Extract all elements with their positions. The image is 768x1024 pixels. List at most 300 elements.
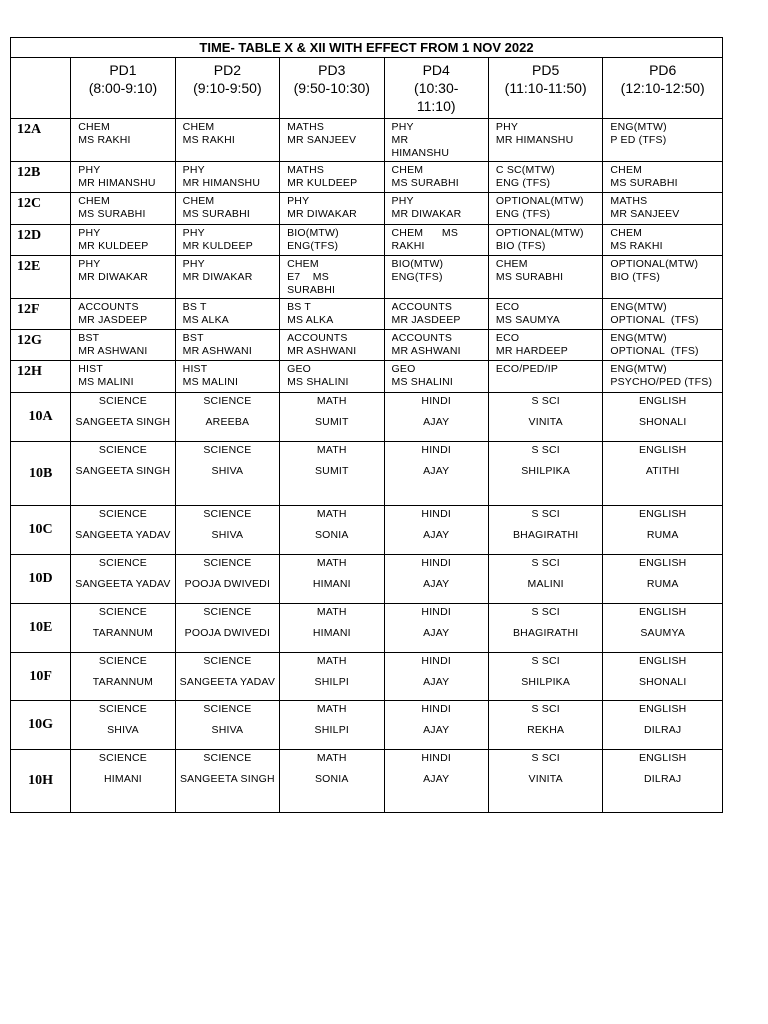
period-time: (9:50-10:30) xyxy=(293,80,370,96)
period-time: (12:10-12:50) xyxy=(620,80,705,96)
teacher-text: E7 MS xyxy=(287,271,329,283)
timetable-cell xyxy=(71,653,175,701)
teacher-text: MR ASHWANI xyxy=(391,345,461,357)
period-name: PD5 xyxy=(532,62,560,78)
subject-text: PHY xyxy=(287,195,310,207)
teacher-text: SAUMYA xyxy=(640,626,686,639)
subject-text: HIST xyxy=(182,363,208,375)
timetable-cell xyxy=(280,256,384,299)
subject-text: SCIENCE xyxy=(98,508,147,520)
timetable-cell xyxy=(384,393,488,442)
class-row-10b xyxy=(11,442,723,506)
timetable-cell xyxy=(71,119,175,162)
subject-text: S SCI xyxy=(531,703,560,715)
teacher-text: MR HIMANSHU xyxy=(495,134,574,146)
class-row-12d xyxy=(11,225,723,256)
teacher-text: ENG (TFS) xyxy=(495,177,551,189)
teacher-text: SHIVA xyxy=(107,723,139,736)
subject-text: HIST xyxy=(78,363,103,375)
subject-text: ENG(MTW) xyxy=(610,121,667,133)
subject-text: MATHS xyxy=(287,164,325,176)
timetable-cell xyxy=(384,506,488,555)
subject-text: SCIENCE xyxy=(203,395,252,407)
teacher-text: RUMA xyxy=(646,528,679,541)
subject-text: MATH xyxy=(316,606,347,618)
subject-text: ENGLISH xyxy=(638,508,687,520)
subject-text: SCIENCE xyxy=(203,508,252,520)
subject-text: MATHS xyxy=(610,195,648,207)
subject-text: ECO xyxy=(495,332,520,344)
teacher-text: OPTIONAL (TFS) xyxy=(610,345,699,357)
teacher-text: BHAGIRATHI xyxy=(512,626,579,639)
timetable-cell xyxy=(280,555,384,604)
subject-text: OPTIONAL(MTW) xyxy=(495,195,584,207)
subject-text: S SCI xyxy=(531,557,560,569)
timetable-cell xyxy=(71,750,175,813)
subject-text: SCIENCE xyxy=(203,655,252,667)
timetable-cell xyxy=(488,330,602,361)
timetable-cell xyxy=(71,225,175,256)
teacher-text: SONIA xyxy=(314,528,349,541)
subject-text: C SC(MTW) xyxy=(495,164,555,176)
teacher-text: SHILPI xyxy=(314,723,350,736)
teacher-text: SHIVA xyxy=(211,464,244,477)
timetable-sheet xyxy=(10,37,723,813)
timetable-cell xyxy=(71,299,175,330)
timetable-cell xyxy=(280,162,384,193)
teacher-text: MR ASHWANI xyxy=(78,345,148,357)
teacher-text: POOJA DWIVEDI xyxy=(184,626,271,639)
timetable-cell xyxy=(71,701,175,750)
subject-text: ENG(MTW) xyxy=(610,301,667,313)
teacher-text: MS SURABHI xyxy=(610,177,678,189)
timetable-cell xyxy=(175,256,279,299)
timetable xyxy=(10,37,723,813)
class-label: 10D xyxy=(11,555,71,604)
teacher-text: TARANNUM xyxy=(92,626,154,639)
subject-text: SCIENCE xyxy=(203,703,252,715)
teacher-text: OPTIONAL (TFS) xyxy=(610,314,699,326)
timetable-cell xyxy=(603,393,723,442)
subject-text: S SCI xyxy=(531,395,560,407)
teacher-text: VINITA xyxy=(528,772,563,785)
class-label: 10H xyxy=(11,750,71,813)
subject-text: CHEM xyxy=(287,258,319,270)
timetable-cell xyxy=(175,701,279,750)
subject-text: SCIENCE xyxy=(203,444,252,456)
teacher-text: MS ALKA xyxy=(287,314,334,326)
teacher-text: MR DIWAKAR xyxy=(391,208,462,220)
class-row-12g xyxy=(11,330,723,361)
teacher-text: MR SANJEEV xyxy=(287,134,357,146)
subject-text: CHEM xyxy=(78,121,110,133)
teacher-text: AJAY xyxy=(423,528,450,541)
class-label: 12A xyxy=(11,119,71,162)
teacher-text: HIMANI xyxy=(312,577,351,590)
subject-text: SCIENCE xyxy=(203,557,252,569)
subject-text: SCIENCE xyxy=(98,557,147,569)
subject-text: CHEM xyxy=(78,195,110,207)
teacher-text: MS ALKA xyxy=(182,314,229,326)
timetable-cell xyxy=(603,701,723,750)
timetable-cell xyxy=(488,701,602,750)
timetable-cell xyxy=(280,361,384,393)
timetable-cell xyxy=(280,393,384,442)
teacher-text: MR ASHWANI xyxy=(287,345,357,357)
subject-text: ENGLISH xyxy=(638,606,687,618)
teacher-text: SUMIT xyxy=(314,464,349,477)
timetable-cell xyxy=(603,653,723,701)
period-name: PD6 xyxy=(649,62,677,78)
teacher-text: MALINI xyxy=(527,577,564,590)
timetable-cell xyxy=(384,442,488,506)
subject-text: ENGLISH xyxy=(638,395,687,407)
subject-text: MATH xyxy=(316,752,347,764)
subject-text: SCIENCE xyxy=(98,444,147,456)
subject-text: BS T xyxy=(182,301,207,313)
teacher-text: PSYCHO/PED (TFS) xyxy=(610,376,713,388)
timetable-cell xyxy=(175,750,279,813)
timetable-cell xyxy=(384,193,488,225)
teacher-text: BIO (TFS) xyxy=(495,240,546,252)
period-name: PD1 xyxy=(109,62,137,78)
subject-text: PHY xyxy=(495,121,519,133)
class-label: 10C xyxy=(11,506,71,555)
period-header-pd5 xyxy=(488,58,602,119)
period-header-pd4 xyxy=(384,58,488,119)
timetable-cell xyxy=(603,119,723,162)
subject-text: PHY xyxy=(182,227,205,239)
subject-text: CHEM MS xyxy=(391,227,459,239)
timetable-cell xyxy=(280,442,384,506)
period-header-pd3 xyxy=(280,58,384,119)
teacher-text: MR HIMANSHU xyxy=(78,177,156,189)
teacher-text: AJAY xyxy=(423,577,450,590)
timetable-cell xyxy=(488,225,602,256)
class-row-12h xyxy=(11,361,723,393)
teacher-text: SANGEETA YADAV xyxy=(75,528,171,541)
timetable-cell xyxy=(603,225,723,256)
timetable-cell xyxy=(175,506,279,555)
class-label: 12H xyxy=(11,361,71,393)
teacher-text: MS MALINI xyxy=(78,376,134,388)
teacher-text: ATITHI xyxy=(645,464,680,477)
teacher-text: ENG (TFS) xyxy=(495,208,551,220)
class-row-10e xyxy=(11,604,723,653)
timetable-cell xyxy=(384,361,488,393)
subject-text: PHY xyxy=(391,121,414,133)
subject-text: OPTIONAL(MTW) xyxy=(610,258,699,270)
timetable-cell xyxy=(71,330,175,361)
teacher-text: MR JASDEEP xyxy=(391,314,461,326)
subject-text: BS T xyxy=(287,301,312,313)
timetable-cell xyxy=(175,162,279,193)
teacher-text: BIO (TFS) xyxy=(610,271,661,283)
timetable-cell xyxy=(384,701,488,750)
teacher-text: MR DIWAKAR xyxy=(182,271,253,283)
subject-text: SCIENCE xyxy=(98,752,147,764)
subject-text: HINDI xyxy=(421,606,451,618)
period-name: PD4 xyxy=(422,62,450,78)
teacher-text: MS SURABHI xyxy=(391,177,459,189)
timetable-cell xyxy=(280,193,384,225)
class-label: 12D xyxy=(11,225,71,256)
teacher-text: MS MALINI xyxy=(182,376,239,388)
subject-text: PHY xyxy=(182,164,205,176)
subject-text: S SCI xyxy=(531,655,560,667)
teacher-text: MS SURABHI xyxy=(78,208,146,220)
teacher-text: MR KULDEEP xyxy=(182,240,253,252)
timetable-cell xyxy=(603,330,723,361)
subject-text: PHY xyxy=(78,227,101,239)
teacher-text: AJAY xyxy=(423,675,450,688)
timetable-cell xyxy=(603,604,723,653)
timetable-cell xyxy=(603,193,723,225)
teacher-text: VINITA xyxy=(528,415,563,428)
subject-text: MATH xyxy=(316,508,347,520)
timetable-cell xyxy=(488,653,602,701)
subject-text: CHEM xyxy=(610,164,643,176)
subject-text: BST xyxy=(182,332,204,344)
class-row-12b xyxy=(11,162,723,193)
subject-text: ACCOUNTS xyxy=(391,332,453,344)
subject-text: SCIENCE xyxy=(98,655,147,667)
class-label: 10E xyxy=(11,604,71,653)
subject-text: GEO xyxy=(391,363,416,375)
timetable-title: TIME- TABLE X & XII WITH EFFECT FROM 1 NOV 2022 xyxy=(11,38,723,58)
subject-text: SCIENCE xyxy=(98,395,147,407)
period-header-pd2 xyxy=(175,58,279,119)
subject-text: SCIENCE xyxy=(98,703,147,715)
class-row-12c xyxy=(11,193,723,225)
teacher-text: POOJA DWIVEDI xyxy=(184,577,271,590)
teacher-text: MS RAKHI xyxy=(610,240,663,252)
teacher-text: SHIVA xyxy=(211,723,244,736)
teacher-text: SHONALI xyxy=(638,675,687,688)
subject-text: ENGLISH xyxy=(638,444,687,456)
class-label: 12F xyxy=(11,299,71,330)
period-time: (10:30-11:10) xyxy=(414,80,459,114)
teacher-text: SHILPI xyxy=(314,675,350,688)
subject-text: PHY xyxy=(78,258,101,270)
timetable-cell xyxy=(603,162,723,193)
subject-text: CHEM xyxy=(610,227,643,239)
subject-text: ENGLISH xyxy=(638,703,687,715)
teacher-text: HIMANI xyxy=(312,626,351,639)
timetable-cell xyxy=(384,256,488,299)
class-row-10c xyxy=(11,506,723,555)
period-name: PD2 xyxy=(213,62,241,78)
timetable-cell xyxy=(280,506,384,555)
teacher-text: SHILPIKA xyxy=(521,675,571,688)
subject-text: PHY xyxy=(78,164,101,176)
class-row-10f xyxy=(11,653,723,701)
teacher-text: REKHA xyxy=(527,723,565,736)
teacher-text: MR KULDEEP xyxy=(287,177,358,189)
teacher-text: MS RAKHI xyxy=(78,134,131,146)
class-row-10g xyxy=(11,701,723,750)
subject-text: PHY xyxy=(391,195,414,207)
timetable-cell xyxy=(488,555,602,604)
teacher-text: TARANNUM xyxy=(92,675,154,688)
timetable-cell xyxy=(488,361,602,393)
subject-text: CHEM xyxy=(182,195,215,207)
subject-text: CHEM xyxy=(391,164,424,176)
class-label: 12C xyxy=(11,193,71,225)
period-header-row xyxy=(11,58,723,119)
subject-text: ECO/PED/IP xyxy=(495,363,559,375)
timetable-cell xyxy=(175,653,279,701)
timetable-cell xyxy=(175,225,279,256)
timetable-cell xyxy=(71,162,175,193)
timetable-cell xyxy=(280,119,384,162)
subject-text: HINDI xyxy=(421,557,451,569)
teacher-text: SHIVA xyxy=(211,528,244,541)
class-row-10d xyxy=(11,555,723,604)
subject-text: ACCOUNTS xyxy=(391,301,453,313)
subject-text: BIO(MTW) xyxy=(287,227,339,239)
teacher-text: SHONALI xyxy=(638,415,687,428)
teacher-text: SUMIT xyxy=(314,415,349,428)
timetable-cell xyxy=(488,299,602,330)
subject-text: S SCI xyxy=(531,752,560,764)
subject-text: ACCOUNTS xyxy=(287,332,348,344)
subject-text: HINDI xyxy=(421,752,451,764)
teacher-text: AJAY xyxy=(423,723,450,736)
timetable-cell xyxy=(71,361,175,393)
timetable-cell xyxy=(603,506,723,555)
period-header-pd6 xyxy=(603,58,723,119)
timetable-cell xyxy=(280,653,384,701)
timetable-cell xyxy=(280,604,384,653)
teacher-text: MS SURABHI xyxy=(182,208,250,220)
subject-text: S SCI xyxy=(531,508,560,520)
teacher-text: P ED (TFS) xyxy=(610,134,667,146)
teacher-text: MS SHALINI xyxy=(287,376,349,388)
teacher-text: MS SAUMYA xyxy=(495,314,560,326)
timetable-cell xyxy=(603,361,723,393)
timetable-cell xyxy=(175,193,279,225)
teacher-text: MS SURABHI xyxy=(495,271,564,283)
teacher-text: MR DIWAKAR xyxy=(287,208,357,220)
timetable-cell xyxy=(603,555,723,604)
timetable-cell xyxy=(603,442,723,506)
class-row-12f xyxy=(11,299,723,330)
teacher-text: DILRAJ xyxy=(644,723,682,736)
teacher-text: SANGEETA SINGH xyxy=(75,464,171,477)
teacher-text: HIMANI xyxy=(103,772,142,785)
subject-text: ENGLISH xyxy=(638,557,687,569)
teacher-text: AJAY xyxy=(423,464,450,477)
class-row-12e xyxy=(11,256,723,299)
subject-text: GEO xyxy=(287,363,312,375)
teacher-text: RAKHI xyxy=(391,240,425,252)
timetable-cell xyxy=(603,256,723,299)
subject-text: OPTIONAL(MTW) xyxy=(495,227,584,239)
timetable-cell xyxy=(488,442,602,506)
teacher-text: MR SANJEEV xyxy=(610,208,680,220)
subject-text: CHEM xyxy=(182,121,215,133)
teacher-text: SANGEETA YADAV xyxy=(179,675,276,688)
timetable-cell xyxy=(384,225,488,256)
timetable-cell xyxy=(384,653,488,701)
subject-text: MATH xyxy=(316,395,347,407)
timetable-cell xyxy=(280,299,384,330)
class-label: 10B xyxy=(11,442,71,506)
timetable-cell xyxy=(280,701,384,750)
teacher-text: AJAY xyxy=(423,772,450,785)
timetable-cell xyxy=(71,393,175,442)
subject-text: HINDI xyxy=(421,703,451,715)
subject-text: PHY xyxy=(182,258,205,270)
subject-text: MATH xyxy=(316,703,347,715)
teacher-text: SANGEETA SINGH xyxy=(179,772,275,785)
timetable-cell xyxy=(175,299,279,330)
timetable-cell xyxy=(280,225,384,256)
subject-text: ENG(MTW) xyxy=(610,363,667,375)
teacher-text: SURABHI xyxy=(287,284,336,296)
timetable-cell xyxy=(71,256,175,299)
header-corner-cell xyxy=(11,58,71,119)
timetable-cell xyxy=(384,162,488,193)
period-time: (11:10-11:50) xyxy=(504,80,587,96)
class-label: 12G xyxy=(11,330,71,361)
timetable-cell xyxy=(384,330,488,361)
timetable-cell xyxy=(488,506,602,555)
subject-text: MATH xyxy=(316,655,347,667)
subject-text: ECO xyxy=(495,301,520,313)
teacher-text: MR ASHWANI xyxy=(182,345,252,357)
teacher-text: SHILPIKA xyxy=(521,464,571,477)
timetable-cell xyxy=(175,393,279,442)
subject-text: MATH xyxy=(316,557,347,569)
teacher-text: BHAGIRATHI xyxy=(512,528,579,541)
timetable-cell xyxy=(488,750,602,813)
subject-text: ENGLISH xyxy=(638,752,687,764)
subject-text: HINDI xyxy=(421,395,451,407)
subject-text: BST xyxy=(78,332,100,344)
subject-text: S SCI xyxy=(531,606,560,618)
teacher-text: MS SHALINI xyxy=(391,376,454,388)
timetable-cell xyxy=(488,256,602,299)
subject-text: SCIENCE xyxy=(203,606,252,618)
subject-text: ENG(MTW) xyxy=(610,332,667,344)
timetable-cell xyxy=(384,750,488,813)
timetable-cell xyxy=(384,604,488,653)
teacher-text: ENG(TFS) xyxy=(391,271,443,283)
teacher-text: MR HIMANSHU xyxy=(182,177,261,189)
timetable-cell xyxy=(488,193,602,225)
timetable-cell xyxy=(603,750,723,813)
timetable-cell xyxy=(175,604,279,653)
period-time: (8:00-9:10) xyxy=(88,80,158,96)
timetable-cell xyxy=(175,119,279,162)
subject-text: MATHS xyxy=(287,121,325,133)
timetable-cell xyxy=(488,604,602,653)
timetable-cell xyxy=(71,193,175,225)
teacher-text: ENG(TFS) xyxy=(287,240,339,252)
teacher-text: AJAY xyxy=(423,626,450,639)
timetable-cell xyxy=(175,555,279,604)
timetable-cell xyxy=(71,506,175,555)
timetable-cell xyxy=(488,119,602,162)
subject-text: ENGLISH xyxy=(638,655,687,667)
teacher-text: MR DIWAKAR xyxy=(78,271,149,283)
class-label: 10G xyxy=(11,701,71,750)
subject-text: HINDI xyxy=(421,444,451,456)
period-name: PD3 xyxy=(318,62,346,78)
subject-text: ACCOUNTS xyxy=(78,301,139,313)
